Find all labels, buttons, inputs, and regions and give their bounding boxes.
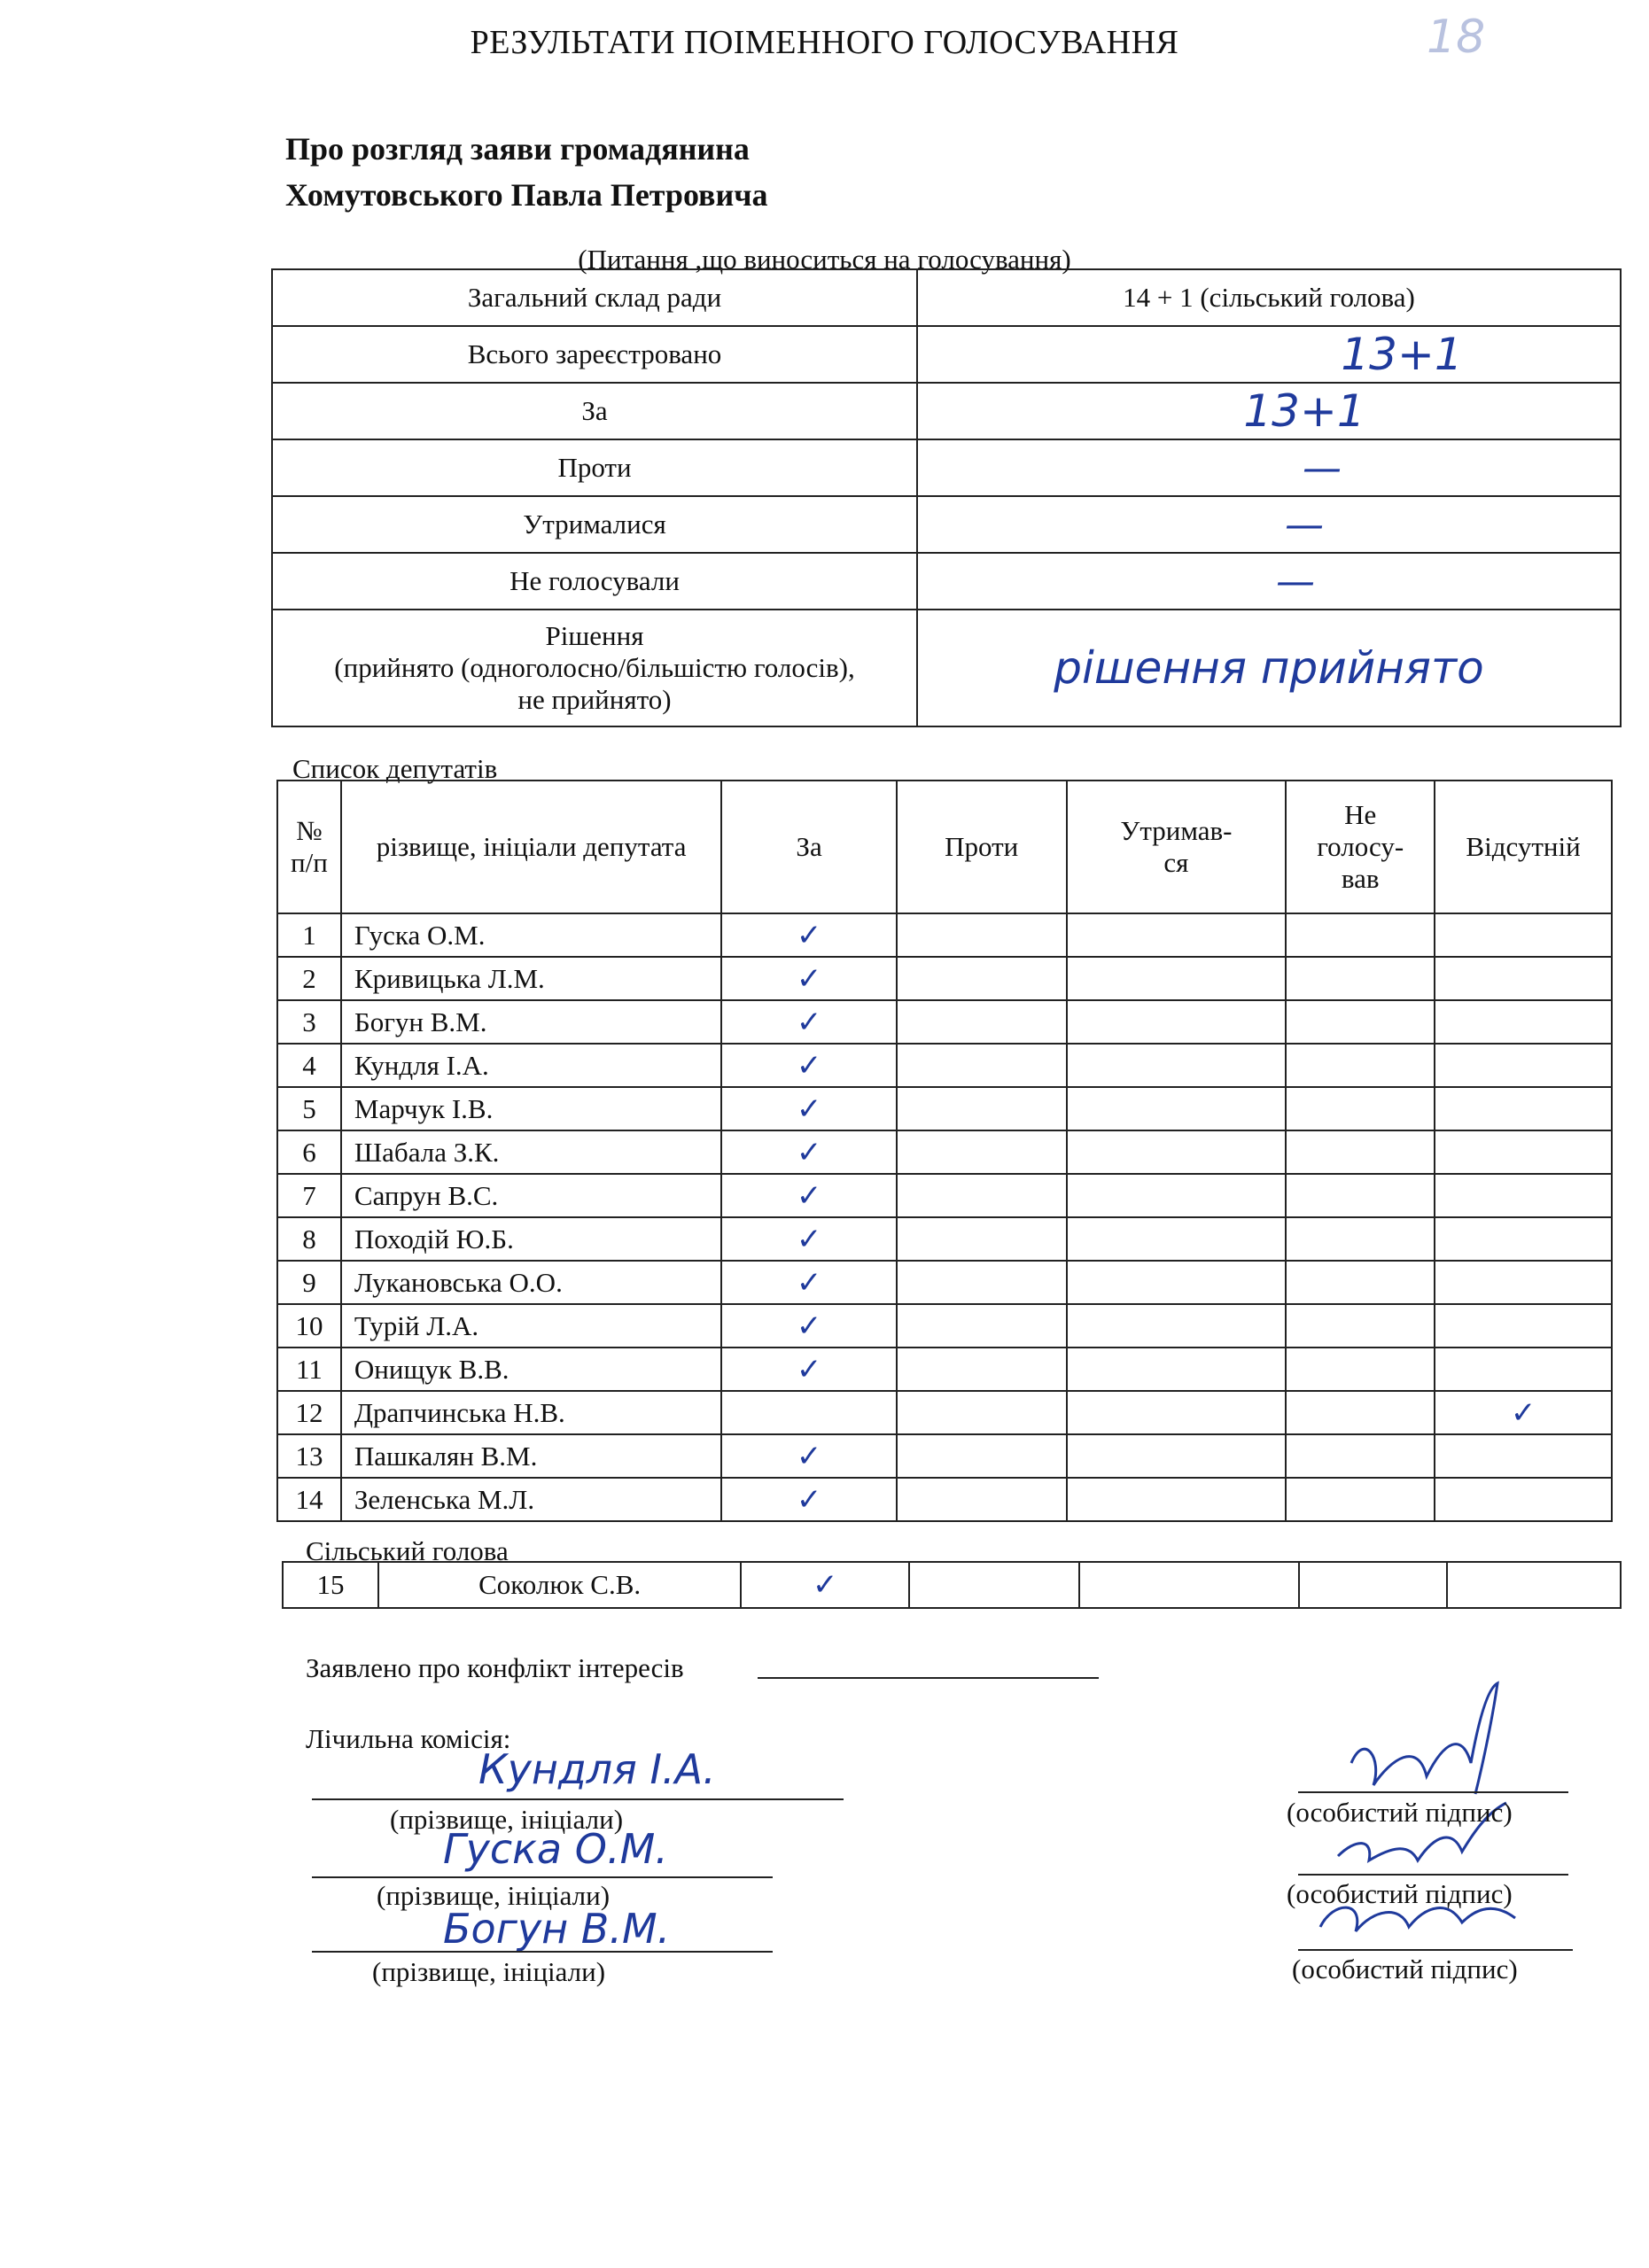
table-row [277, 1348, 1612, 1391]
for-value-cell [917, 383, 1621, 439]
signature-1-mark [1351, 1683, 1497, 1794]
row-for-mark: ✓ [721, 1044, 897, 1087]
summary-row-abstained [272, 496, 1621, 553]
member-2-name-line [312, 1876, 773, 1878]
row-name: Богун В.М. [341, 1000, 721, 1044]
subject [285, 126, 768, 218]
col-name-header: різвище, ініціали депутата [341, 781, 721, 913]
row-name: Кундля І.А. [341, 1044, 721, 1087]
not-voted-value-cell [917, 553, 1621, 610]
row-for-mark: ✓ [721, 957, 897, 1000]
table-row [277, 1478, 1612, 1521]
col-absent-header: Відсутній [1435, 781, 1612, 913]
row-absent-mark [1435, 1304, 1612, 1348]
row-name: Походій Ю.Б. [341, 1217, 721, 1261]
col-abstained-line-1: Утримав- [1120, 815, 1233, 846]
village-head-name: Соколюк С.В. [378, 1562, 742, 1608]
signature-3-mark [1320, 1907, 1515, 1931]
table-row [277, 957, 1612, 1000]
row-num: 3 [277, 1000, 341, 1044]
col-abstained-line-2: ся [1163, 847, 1189, 878]
commission-label: Лічильна комісія: [306, 1723, 511, 1754]
member-3-handwritten-name: Богун В.М. [443, 1905, 671, 1953]
col-abstained-header [1067, 781, 1287, 913]
col-for-header: За [721, 781, 897, 913]
decision-value-cell [917, 610, 1621, 726]
registered-label: Всього зареєстровано [272, 326, 917, 383]
row-absent-mark [1435, 1044, 1612, 1087]
row-for-mark: ✓ [721, 1130, 897, 1174]
member-3-name-caption: (прізвище, ініціали) [372, 1956, 606, 1987]
row-num: 14 [277, 1478, 341, 1521]
table-row [277, 1087, 1612, 1130]
subject-line-2: Хомутовського Павла Петровича [285, 177, 768, 213]
row-for-mark: ✓ [721, 1304, 897, 1348]
row-for-mark: ✓ [721, 1174, 897, 1217]
row-num: 1 [277, 913, 341, 957]
table-row [277, 1044, 1612, 1087]
page-number: 18 [1427, 11, 1486, 64]
col-not-voted-header [1286, 781, 1435, 913]
against-label: Проти [272, 439, 917, 496]
abstained-value-cell [917, 496, 1621, 553]
conflict-of-interest-label: Заявлено про конфлікт інтересів [306, 1652, 684, 1683]
signature-3-line [1298, 1949, 1573, 1951]
page-title: РЕЗУЛЬТАТИ ПОІМЕННОГО ГОЛОСУВАННЯ [470, 24, 1179, 61]
row-num: 8 [277, 1217, 341, 1261]
row-for-mark: ✓ [721, 1434, 897, 1478]
deputies-caption: Список депутатів [292, 753, 498, 784]
for-value: 13+1 [1243, 385, 1365, 437]
against-value-cell [917, 439, 1621, 496]
row-for-mark [721, 1391, 897, 1434]
not-voted-value: — [1276, 558, 1315, 604]
village-head-for-mark: ✓ [741, 1562, 909, 1608]
row-name: Турій Л.А. [341, 1304, 721, 1348]
conflict-of-interest-line [758, 1677, 1099, 1679]
summary-row-composition [272, 269, 1621, 326]
village-head-num: 15 [283, 1562, 378, 1608]
table-row [277, 1217, 1612, 1261]
col-not-voted-line-2: голосу- [1317, 831, 1404, 862]
col-num-line-1: № [296, 815, 323, 846]
against-value: — [1303, 445, 1342, 491]
decision-label [272, 610, 917, 726]
row-for-mark: ✓ [721, 1087, 897, 1130]
decision-label-line-2: (прийнято (одноголосно/більшістю голосів), [334, 652, 855, 683]
col-num-line-2: п/п [291, 847, 328, 878]
row-for-mark: ✓ [721, 1478, 897, 1521]
summary-row-registered [272, 326, 1621, 383]
row-num: 7 [277, 1174, 341, 1217]
row-name: Драпчинська Н.В. [341, 1391, 721, 1434]
row-absent-mark [1435, 1174, 1612, 1217]
row-name: Сапрун В.С. [341, 1174, 721, 1217]
not-voted-label: Не голосували [272, 553, 917, 610]
row-name: Пашкалян В.М. [341, 1434, 721, 1478]
row-absent-mark [1435, 1261, 1612, 1304]
row-num: 13 [277, 1434, 341, 1478]
summary-table [271, 268, 1622, 727]
row-absent-mark [1435, 1434, 1612, 1478]
table-row [277, 1000, 1612, 1044]
composition-label: Загальний склад ради [272, 269, 917, 326]
row-num: 11 [277, 1348, 341, 1391]
table-row [277, 1261, 1612, 1304]
abstained-value: — [1285, 501, 1324, 548]
decision-value: рішення прийнято [1054, 642, 1484, 694]
row-name: Онищук В.В. [341, 1348, 721, 1391]
decision-label-line-1: Рішення [545, 620, 644, 651]
table-row [277, 913, 1612, 957]
village-head-table [282, 1561, 1622, 1609]
row-absent-mark [1435, 1478, 1612, 1521]
row-for-mark: ✓ [721, 1261, 897, 1304]
signature-1-caption: (особистий підпис) [1287, 1797, 1513, 1828]
row-name: Зеленська М.Л. [341, 1478, 721, 1521]
signature-1-line [1298, 1791, 1568, 1793]
for-label: За [272, 383, 917, 439]
member-1-name-caption: (прізвище, ініціали) [390, 1804, 624, 1835]
row-absent-mark [1435, 1130, 1612, 1174]
row-num: 2 [277, 957, 341, 1000]
member-1-handwritten-name: Кундля І.А. [478, 1745, 716, 1793]
row-absent-mark [1435, 1000, 1612, 1044]
row-name: Марчук І.В. [341, 1087, 721, 1130]
summary-row-for [272, 383, 1621, 439]
row-absent-mark: ✓ [1435, 1391, 1612, 1434]
village-head-caption: Сільський голова [306, 1535, 509, 1566]
member-2-handwritten-name: Гуска О.М. [443, 1825, 668, 1873]
deputies-header-row [277, 781, 1612, 913]
row-num: 5 [277, 1087, 341, 1130]
member-2-name-caption: (прізвище, ініціали) [377, 1880, 611, 1911]
row-for-mark: ✓ [721, 1000, 897, 1044]
table-row [277, 1130, 1612, 1174]
abstained-label: Утрималися [272, 496, 917, 553]
table-row [277, 1391, 1612, 1434]
row-num: 6 [277, 1130, 341, 1174]
row-num: 9 [277, 1261, 341, 1304]
signature-2-caption: (особистий підпис) [1287, 1878, 1513, 1909]
row-for-mark: ✓ [721, 1348, 897, 1391]
village-head-row [283, 1562, 1621, 1608]
signature-3-caption: (особистий підпис) [1292, 1953, 1518, 1984]
col-num-header [277, 781, 341, 913]
row-absent-mark [1435, 957, 1612, 1000]
row-name: Кривицька Л.М. [341, 957, 721, 1000]
row-name: Шабала З.К. [341, 1130, 721, 1174]
row-num: 4 [277, 1044, 341, 1087]
question-caption: (Питання ,що виноситься на голосування) [578, 244, 1071, 275]
row-num: 12 [277, 1391, 341, 1434]
summary-row-not-voted [272, 553, 1621, 610]
composition-value: 14 + 1 (сільський голова) [917, 269, 1621, 326]
row-for-mark: ✓ [721, 913, 897, 957]
table-row [277, 1174, 1612, 1217]
col-not-voted-line-1: Не [1344, 799, 1377, 830]
signature-2-line [1298, 1874, 1568, 1876]
row-absent-mark [1435, 1087, 1612, 1130]
row-name: Гуска О.М. [341, 913, 721, 957]
row-absent-mark [1435, 1217, 1612, 1261]
row-absent-mark [1435, 1348, 1612, 1391]
row-num: 10 [277, 1304, 341, 1348]
table-row [277, 1434, 1612, 1478]
row-absent-mark [1435, 913, 1612, 957]
table-row [277, 1304, 1612, 1348]
row-name: Лукановська О.О. [341, 1261, 721, 1304]
deputies-table [276, 780, 1613, 1522]
summary-row-against [272, 439, 1621, 496]
row-for-mark: ✓ [721, 1217, 897, 1261]
member-3-name-line [312, 1951, 773, 1953]
subject-line-1: Про розгляд заяви громадянина [285, 131, 750, 167]
member-1-name-line [312, 1798, 844, 1800]
col-not-voted-line-3: вав [1341, 863, 1380, 894]
registered-value: 13+1 [1341, 329, 1463, 380]
summary-row-decision [272, 610, 1621, 726]
decision-label-line-3: не прийнято) [517, 684, 672, 715]
registered-value-cell [917, 326, 1621, 383]
col-against-header: Проти [897, 781, 1067, 913]
